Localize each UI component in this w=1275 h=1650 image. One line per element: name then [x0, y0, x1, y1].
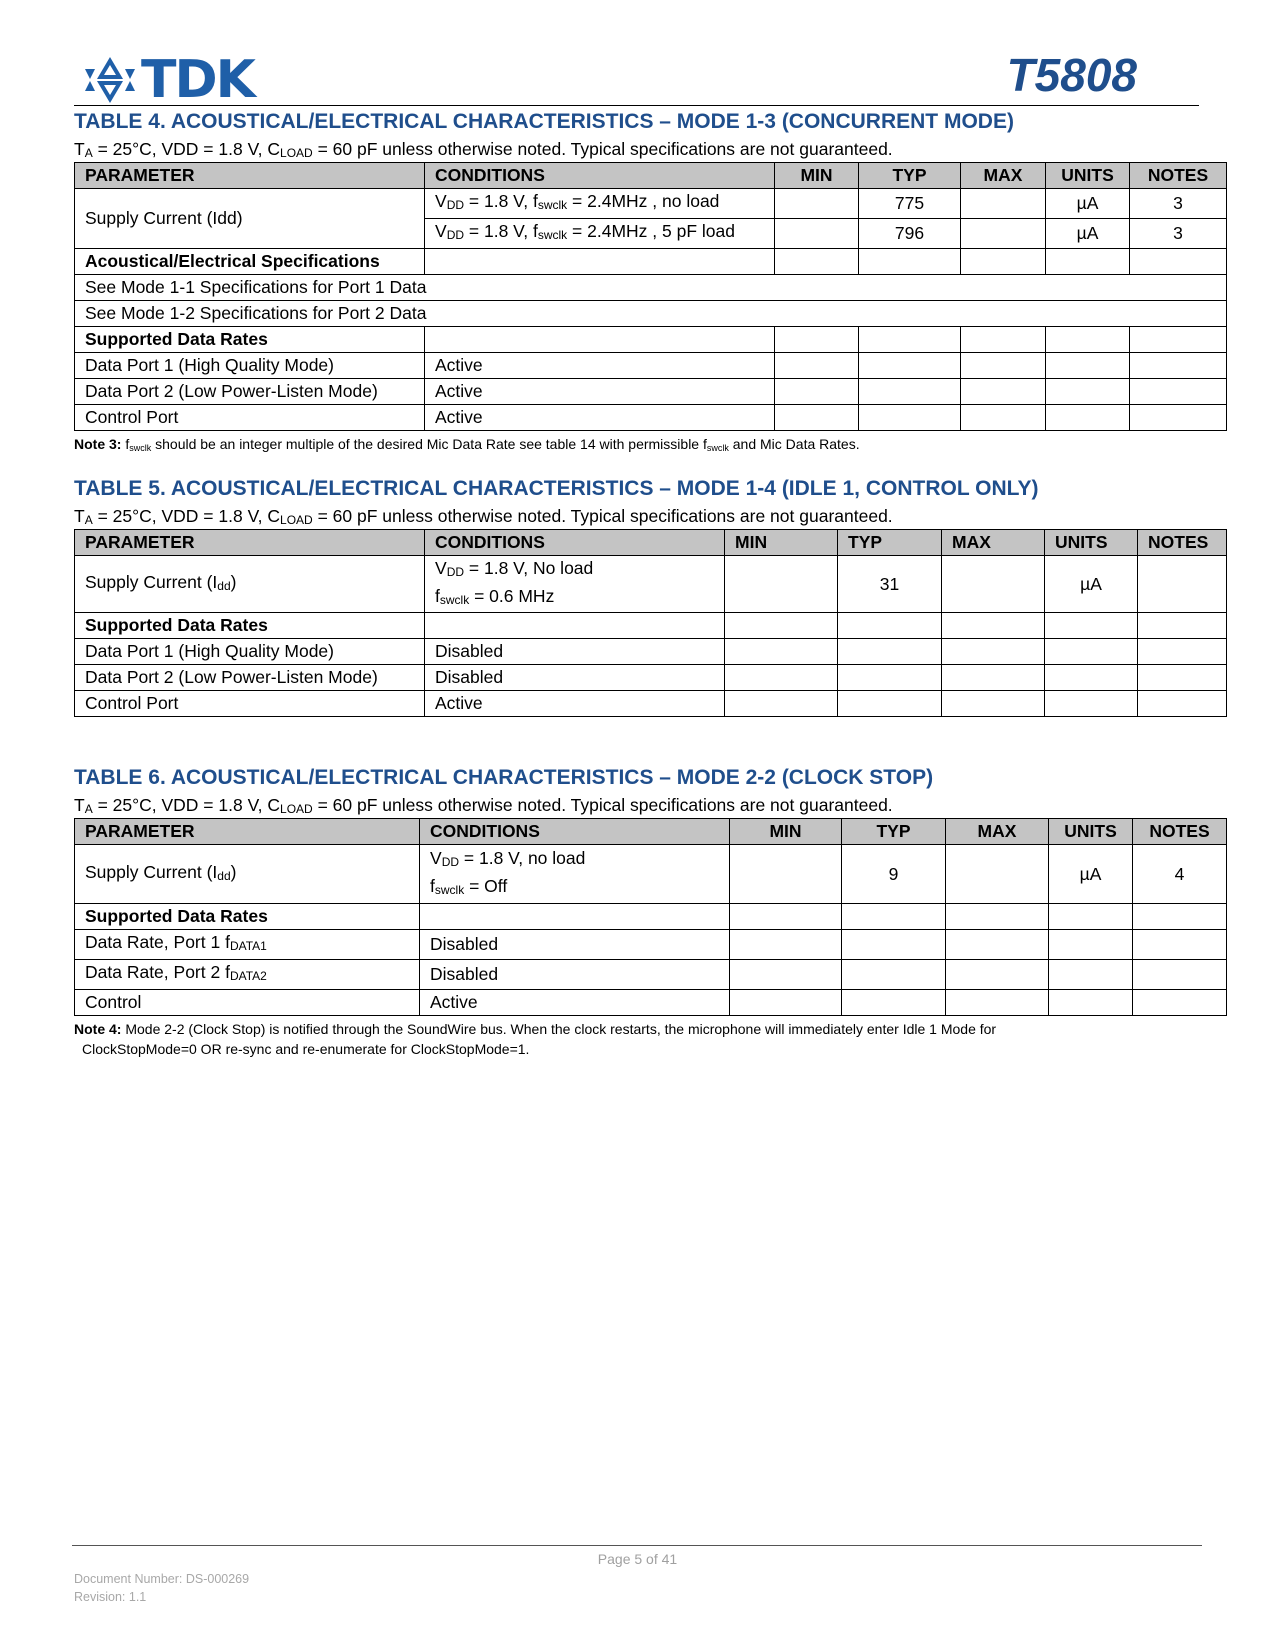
- table5-conditions: TA = 25°C, VDD = 1.8 V, CLOAD = 60 pF unless otherwise noted. Typical specifications are not guaranteed.: [74, 506, 893, 527]
- typ-cell: 775: [859, 189, 961, 219]
- table6-note: Note 4: Mode 2-2 (Clock Stop) is notified through the SoundWire bus. When the clock restarts, the microphone will immediately enter Idle 1 Mode for: [74, 1021, 997, 1037]
- table4-title: TABLE 4. ACOUSTICAL/ELECTRICAL CHARACTERISTICS – MODE 1-3 (CONCURRENT MODE): [74, 110, 1014, 133]
- table4-conditions: TA = 25°C, VDD = 1.8 V, CLOAD = 60 pF unless otherwise noted. Typical specifications are not guaranteed.: [74, 139, 893, 160]
- condition-cell: Disabled: [420, 960, 730, 990]
- table-row: [75, 960, 1227, 990]
- units-cell: µA: [1049, 845, 1133, 904]
- col-header-parameter: PARAMETER: [75, 819, 420, 845]
- col-header-parameter: PARAMETER: [75, 163, 425, 189]
- table-row: [75, 845, 1227, 904]
- part-number: T5808: [1006, 49, 1137, 101]
- max-cell: [942, 556, 1045, 613]
- condition-cell: Disabled: [425, 639, 725, 665]
- tdk-logo: [85, 50, 254, 110]
- table-row: [75, 613, 1227, 639]
- param-cell: Control: [75, 990, 420, 1016]
- col-header-min: MIN: [730, 819, 842, 845]
- table-row: [75, 353, 1227, 379]
- condition-cell: VDD = 1.8 V, fswclk = 2.4MHz , 5 pF load: [425, 219, 775, 249]
- notes-cell: 3: [1130, 219, 1227, 249]
- col-header-conditions: CONDITIONS: [425, 163, 775, 189]
- col-header-units: UNITS: [1045, 530, 1138, 556]
- units-cell: µA: [1046, 219, 1130, 249]
- param-cell: Data Port 1 (High Quality Mode): [75, 639, 425, 665]
- table-row: [75, 189, 1227, 219]
- table4-header-row: [75, 163, 1227, 189]
- section-heading-cell: Acoustical/Electrical Specifications: [75, 249, 425, 275]
- table5-title: TABLE 5. ACOUSTICAL/ELECTRICAL CHARACTERISTICS – MODE 1-4 (IDLE 1, CONTROL ONLY): [74, 477, 1039, 500]
- table-row: [75, 930, 1227, 960]
- param-cell: Data Port 2 (Low Power-Listen Mode): [75, 665, 425, 691]
- table-row: [75, 405, 1227, 431]
- header-divider: [74, 105, 1199, 106]
- col-header-conditions: CONDITIONS: [425, 530, 725, 556]
- min-cell: [775, 219, 859, 249]
- typ-cell: 796: [859, 219, 961, 249]
- supply-current-param: Supply Current (Idd): [75, 845, 420, 904]
- min-cell: [730, 845, 842, 904]
- page-number: Page 5 of 41: [597, 1551, 678, 1567]
- table-row: [75, 665, 1227, 691]
- table5: [74, 529, 1227, 717]
- condition-cell: Active: [425, 379, 775, 405]
- tdk-triangle-mark-icon: [85, 57, 135, 103]
- condition-cell: VDD = 1.8 V, fswclk = 2.4MHz , no load: [425, 189, 775, 219]
- table-row: [75, 556, 1227, 613]
- supply-current-param: Supply Current (Idd): [75, 189, 425, 249]
- col-header-notes: NOTES: [1130, 163, 1227, 189]
- logo-text: TDK: [141, 50, 254, 110]
- section-heading-cell: Supported Data Rates: [75, 613, 425, 639]
- col-header-max: MAX: [946, 819, 1049, 845]
- table6-section: [74, 763, 1226, 1059]
- see-mode-1-2-cell: See Mode 1-2 Specifications for Port 2 Data: [75, 301, 1227, 327]
- param-cell: Control Port: [75, 691, 425, 717]
- table6-conditions: TA = 25°C, VDD = 1.8 V, CLOAD = 60 pF unless otherwise noted. Typical specifications are not guaranteed.: [74, 795, 893, 816]
- table-row: [75, 691, 1227, 717]
- table-row: [75, 639, 1227, 665]
- table6-title: TABLE 6. ACOUSTICAL/ELECTRICAL CHARACTERISTICS – MODE 2-2 (CLOCK STOP): [74, 766, 934, 789]
- condition-cell: Disabled: [420, 930, 730, 960]
- max-cell: [961, 219, 1046, 249]
- table5-section: [74, 474, 1226, 717]
- table4: [74, 162, 1227, 431]
- param-cell: Control Port: [75, 405, 425, 431]
- table-row: [75, 301, 1227, 327]
- param-cell: Data Rate, Port 2 fDATA2: [75, 960, 420, 990]
- col-header-max: MAX: [942, 530, 1045, 556]
- notes-cell: 3: [1130, 189, 1227, 219]
- table-row: [75, 327, 1227, 353]
- table6-header-row: [75, 819, 1227, 845]
- col-header-parameter: PARAMETER: [75, 530, 425, 556]
- col-header-notes: NOTES: [1138, 530, 1227, 556]
- footer-divider: [72, 1545, 1202, 1546]
- col-header-units: UNITS: [1049, 819, 1133, 845]
- notes-cell: [1138, 556, 1227, 613]
- typ-cell: 31: [838, 556, 942, 613]
- table-row: [75, 379, 1227, 405]
- units-cell: µA: [1046, 189, 1130, 219]
- col-header-conditions: CONDITIONS: [420, 819, 730, 845]
- min-cell: [725, 556, 838, 613]
- col-header-notes: NOTES: [1133, 819, 1227, 845]
- notes-cell: 4: [1133, 845, 1227, 904]
- col-header-typ: TYP: [859, 163, 961, 189]
- table6-note-line2: ClockStopMode=0 OR re-sync and re-enumerate for ClockStopMode=1.: [82, 1041, 530, 1057]
- condition-cell: Active: [425, 405, 775, 431]
- condition-cell: Active: [420, 990, 730, 1016]
- condition-cell: Disabled: [425, 665, 725, 691]
- col-header-units: UNITS: [1046, 163, 1130, 189]
- supply-current-param: Supply Current (Idd): [75, 556, 425, 613]
- param-cell: Data Rate, Port 1 fDATA1: [75, 930, 420, 960]
- table4-section: [74, 107, 1226, 458]
- section-heading-cell: Supported Data Rates: [75, 904, 420, 930]
- max-cell: [946, 845, 1049, 904]
- table5-header-row: [75, 530, 1227, 556]
- col-header-max: MAX: [961, 163, 1046, 189]
- units-cell: µA: [1045, 556, 1138, 613]
- document-number: Document Number: DS-000269: [74, 1572, 250, 1586]
- param-cell: Data Port 1 (High Quality Mode): [75, 353, 425, 379]
- min-cell: [775, 189, 859, 219]
- col-header-typ: TYP: [838, 530, 942, 556]
- table-row: [75, 249, 1227, 275]
- condition-cell: Active: [425, 353, 775, 379]
- condition-cell: VDD = 1.8 V, no load fswclk = Off: [420, 845, 730, 904]
- col-header-typ: TYP: [842, 819, 946, 845]
- condition-cell: VDD = 1.8 V, No load fswclk = 0.6 MHz: [425, 556, 725, 613]
- col-header-min: MIN: [725, 530, 838, 556]
- max-cell: [961, 189, 1046, 219]
- document-info: [74, 1570, 249, 1606]
- table4-note: Note 3: fswclk should be an integer multiple of the desired Mic Data Rate see table 14 with permissible fswclk and Mic Data Rates.: [74, 436, 860, 453]
- section-heading-cell: Supported Data Rates: [75, 327, 425, 353]
- table6: [74, 818, 1227, 1016]
- table-row: [75, 990, 1227, 1016]
- table-row: [75, 275, 1227, 301]
- revision: Revision: 1.1: [74, 1590, 147, 1604]
- condition-cell: Active: [425, 691, 725, 717]
- table-row: [75, 904, 1227, 930]
- param-cell: Data Port 2 (Low Power-Listen Mode): [75, 379, 425, 405]
- see-mode-1-1-cell: See Mode 1-1 Specifications for Port 1 Data: [75, 275, 1227, 301]
- typ-cell: 9: [842, 845, 946, 904]
- col-header-min: MIN: [775, 163, 859, 189]
